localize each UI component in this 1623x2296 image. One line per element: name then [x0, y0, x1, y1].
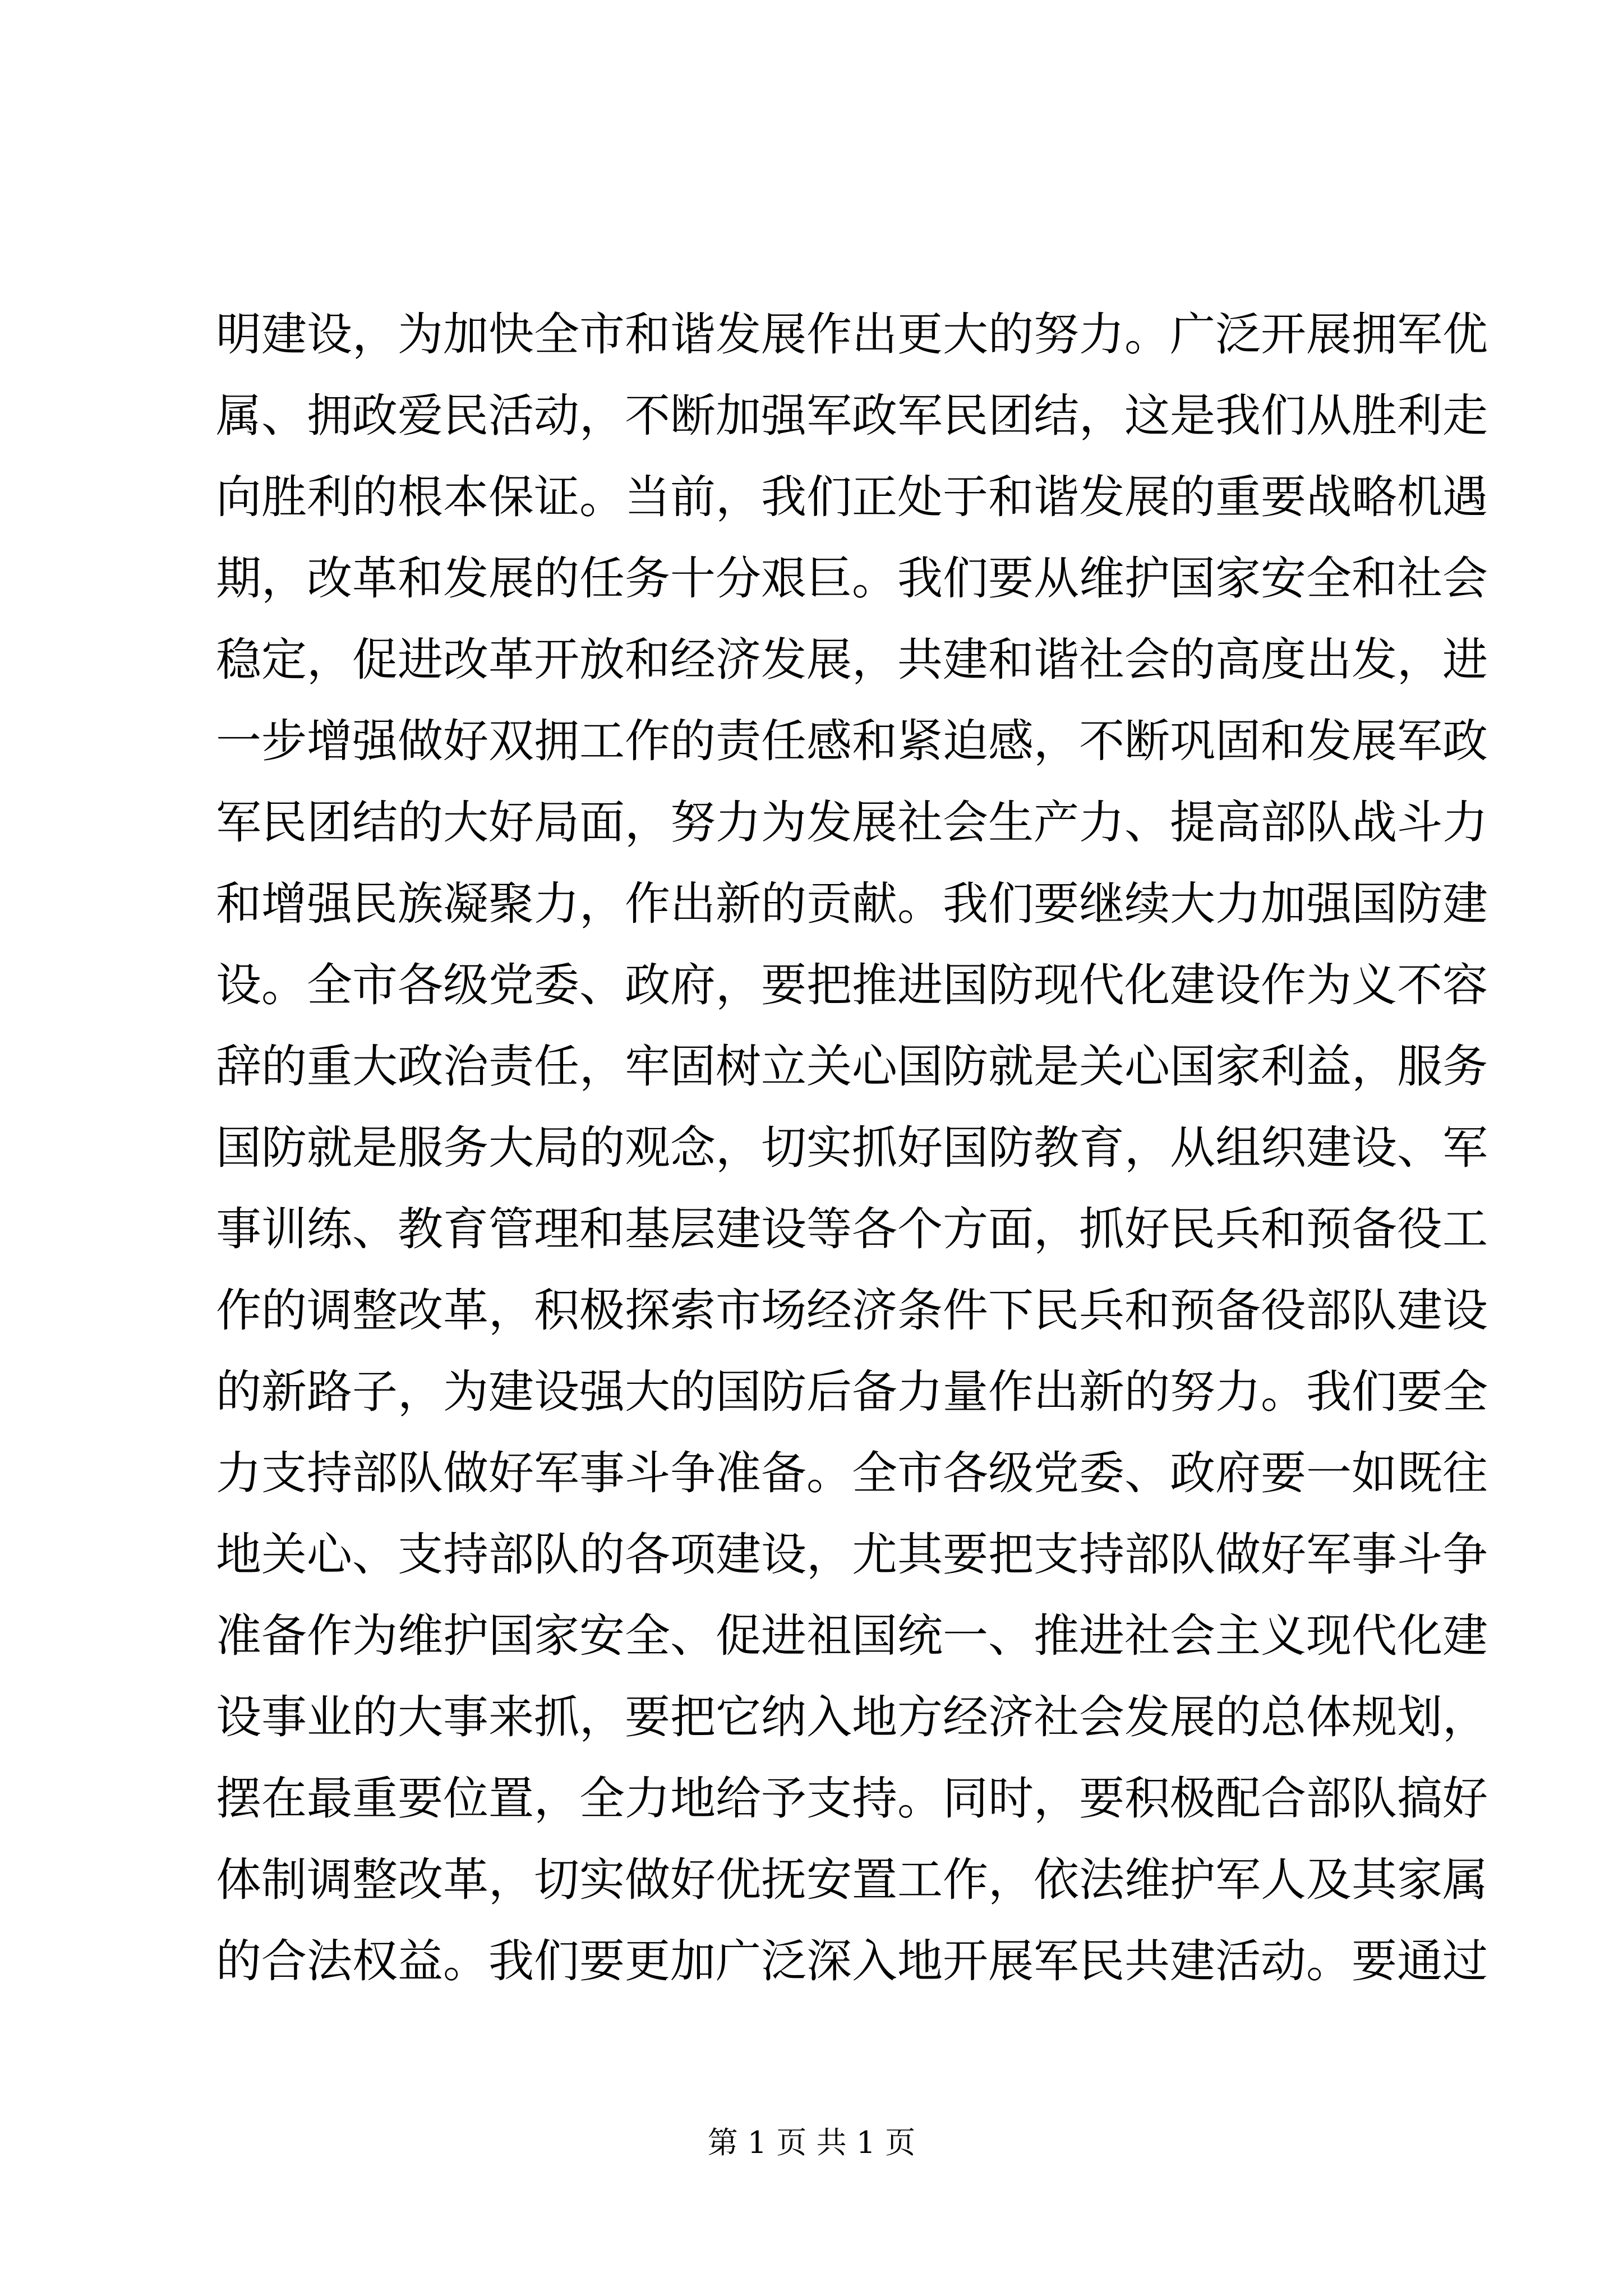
body-line-7: 军民团结的大好局面，努力为发展社会生产力、提高部队战斗力: [216, 797, 1488, 849]
body-line-15: 力支持部队做好军事斗争准备。全市各级党委、政府要一如既往: [216, 1447, 1488, 1500]
body-line-3: 向胜利的根本保证。当前，我们正处于和谐发展的重要战略机遇: [216, 471, 1488, 524]
body-line-9: 设。全市各级党委、政府，要把推进国防现代化建设作为义不容: [216, 959, 1488, 1012]
body-line-5: 稳定，促进改革开放和经济发展，共建和谐社会的高度出发，进: [216, 634, 1488, 687]
body-line-10: 辞的重大政治责任，牢固树立关心国防就是关心国家利益，服务: [216, 1041, 1488, 1093]
body-line-8: 和增强民族凝聚力，作出新的贡献。我们要继续大力加强国防建: [216, 878, 1488, 931]
body-line-21: 的合法权益。我们要更加广泛深入地开展军民共建活动。要通过: [216, 1935, 1488, 1988]
body-line-14: 的新路子，为建设强大的国防后备力量作出新的努力。我们要全: [216, 1366, 1488, 1419]
body-line-2: 属、拥政爱民活动，不断加强军政军民团结，这是我们从胜利走: [216, 390, 1488, 443]
body-line-11: 国防就是服务大局的观念，切实抓好国防教育，从组织建设、军: [216, 1122, 1488, 1175]
body-line-20: 体制调整改革，切实做好优抚安置工作，依法维护军人及其家属: [216, 1854, 1488, 1907]
body-line-1: 明建设，为加快全市和谐发展作出更大的努力。广泛开展拥军优: [216, 309, 1488, 361]
body-line-12: 事训练、教育管理和基层建设等各个方面，抓好民兵和预备役工: [216, 1203, 1488, 1256]
page-number-label: 第 1 页 共 1 页: [707, 2125, 916, 2160]
body-line-17: 准备作为维护国家安全、促进祖国统一、推进社会主义现代化建: [216, 1610, 1488, 1663]
page-footer: [0, 2120, 1623, 2165]
body-line-6: 一步增强做好双拥工作的责任感和紧迫感，不断巩固和发展军政: [216, 715, 1488, 768]
body-line-16: 地关心、支持部队的各项建设，尤其要把支持部队做好军事斗争: [216, 1529, 1488, 1581]
document-body: [216, 295, 1488, 2003]
body-line-19: 摆在最重要位置，全力地给予支持。同时，要积极配合部队搞好: [216, 1773, 1488, 1825]
body-line-4: 期，改革和发展的任务十分艰巨。我们要从维护国家安全和社会: [216, 553, 1488, 605]
body-line-13: 作的调整改革，积极探索市场经济条件下民兵和预备役部队建设: [216, 1285, 1488, 1337]
body-line-18: 设事业的大事来抓，要把它纳入地方经济社会发展的总体规划，: [216, 1691, 1488, 1744]
